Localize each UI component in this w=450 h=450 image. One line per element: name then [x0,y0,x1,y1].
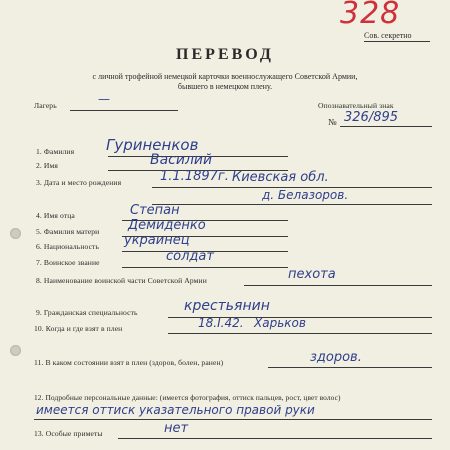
field-12-label: 12. Подробные персональные данные: (имеется фотография, оттиск пальцев, рост, цвет волос) [34,393,341,402]
field-11-value: здоров. [310,350,362,365]
field-13-label: 13. Особые приметы [34,429,103,438]
field-10-line [168,333,432,334]
field-4-value: Степан [130,203,180,218]
field-3-value: 1.1.1897г. [160,169,229,184]
field-9-value: крестьянин [184,298,270,314]
field-5-value: Демиденко [128,218,206,233]
field-7-line [122,267,288,268]
id-mark-label: Опознавательный знак [318,101,394,110]
field-1-value: Гуриненков [106,136,199,154]
field-11-label: 11. В каком состоянии взят в плен (здоров, болен, ранен) [34,358,224,367]
field-9-label: 9. Гражданская специальность [36,308,138,317]
stamp-number: 328 [340,0,401,31]
camp-line [70,110,178,111]
punch-hole-bottom [10,345,21,356]
id-mark-line [340,126,432,127]
field-5-label: 5. Фамилия матери [36,227,100,236]
field-3-value-place: Киевская обл. [232,170,329,185]
field-7-label: 7. Воинское звание [36,258,100,267]
document-title: ПЕРЕВОД [176,46,274,63]
secrecy-label: Сов. секретно [364,31,412,40]
field-6-value: украинец [124,233,190,248]
field-13-line [118,438,432,439]
field-6-label: 6. Национальность [36,242,100,251]
field-2-label: 2. Имя [36,161,58,170]
field-12-line [34,419,432,420]
field-10-label: 10. Когда и где взят в плен [34,324,123,333]
id-mark-value: 326/895 [344,110,399,125]
document-subtitle-1: с личной трофейной немецкой карточки военнослужащего Советской Армии, [92,72,358,81]
field-8-line [244,285,432,286]
field-3-line-2 [152,204,432,205]
field-7-value: солдат [166,249,214,264]
camp-label: Лагерь [34,101,57,110]
secrecy-underline [364,41,430,42]
field-1-label: 1. Фамилия [36,147,75,156]
field-12-value: имеется оттиск указательного правой руки [36,403,315,417]
field-11-line [268,367,432,368]
document-subtitle-2: бывшего в немецком плену. [177,82,273,91]
camp-value: — [98,92,110,106]
punch-hole-top [10,228,21,239]
field-8-label: 8. Наименование воинской части Советской Армии [36,276,207,285]
field-10-value-place: Харьков [254,316,306,330]
field-2-value: Василий [150,152,213,168]
field-8-value: пехота [288,267,336,282]
field-3-label: 3. Дата и место рождения [36,178,122,187]
field-3-value-village: д. Белазоров. [262,188,349,202]
id-mark-no: № [328,117,337,127]
field-4-label: 4. Имя отца [36,211,75,220]
field-10-value: 18.I.42. [198,316,244,330]
field-13-value: нет [164,421,189,436]
